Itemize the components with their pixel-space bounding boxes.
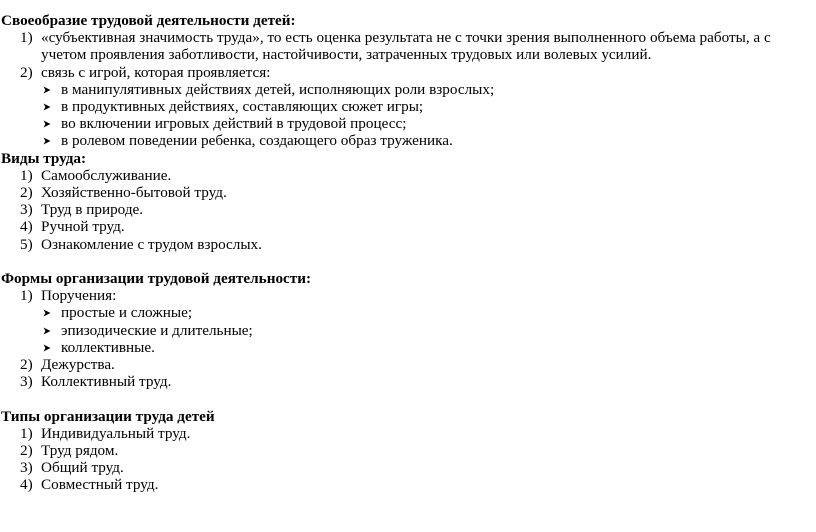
bullet-item xyxy=(0,98,816,115)
item-number: 2) xyxy=(20,63,33,81)
item-text: Хозяйственно-бытовой труд. xyxy=(41,184,227,202)
item-number: 2) xyxy=(20,356,33,374)
list-item xyxy=(0,201,816,218)
list-item xyxy=(0,218,816,235)
list-item xyxy=(0,29,816,63)
item-number: 1) xyxy=(20,166,33,184)
item-text: Коллективный труд. xyxy=(41,373,172,391)
item-number: 1) xyxy=(20,29,33,47)
arrowhead-bullet-icon xyxy=(43,86,51,94)
arrowhead-bullet-icon xyxy=(43,103,51,111)
bullet-item xyxy=(0,322,816,339)
bullet-item xyxy=(0,115,816,132)
item-number: 2) xyxy=(20,442,33,460)
list-item xyxy=(0,442,816,459)
bullet-item xyxy=(0,304,816,321)
list-item xyxy=(0,287,816,304)
list-item xyxy=(0,167,816,184)
list-item xyxy=(0,64,816,81)
item-text: Ручной труд. xyxy=(41,218,125,236)
section-gap xyxy=(0,390,816,407)
arrowhead-bullet-icon xyxy=(43,309,51,317)
item-number: 1) xyxy=(20,287,33,305)
arrowhead-bullet-icon xyxy=(43,120,51,128)
item-text: Совместный труд. xyxy=(41,476,159,494)
item-text: связь с игрой, которая проявляется: xyxy=(41,63,271,81)
item-text: Ознакомление с трудом взрослых. xyxy=(41,235,262,253)
item-text: Труд рядом. xyxy=(41,442,119,460)
item-number: 2) xyxy=(20,184,33,202)
bullet-text: простые и сложные; xyxy=(61,304,193,322)
arrowhead-bullet-icon xyxy=(43,327,51,335)
item-number: 3) xyxy=(20,459,33,477)
list-item xyxy=(0,236,816,253)
section-gap xyxy=(0,253,816,270)
item-text: «субъективная значимость труда», то есть оценка результата не с точки зрения выполненного объема работы, а с учетом проявления заботливости, настойчивости, затраченных трудовых или волевых усилий. xyxy=(41,29,771,64)
item-number: 5) xyxy=(20,235,33,253)
item-number: 4) xyxy=(20,476,33,494)
item-number: 1) xyxy=(20,424,33,442)
bullet-text: во включении игровых действий в трудовой процесс; xyxy=(61,115,407,133)
item-text: Поручения: xyxy=(41,287,117,305)
list-item xyxy=(0,476,816,493)
arrowhead-bullet-icon xyxy=(43,137,51,145)
item-text: Индивидуальный труд. xyxy=(41,424,191,442)
list-item xyxy=(0,425,816,442)
bullet-text: эпизодические и длительные; xyxy=(61,321,253,339)
section-heading: Формы организации трудовой деятельности: xyxy=(1,270,312,288)
section-heading: Типы организации труда детей xyxy=(1,407,215,425)
item-number: 3) xyxy=(20,201,33,219)
bullet-text: в ролевом поведении ребенка, создающего образ труженика. xyxy=(61,132,453,150)
arrowhead-bullet-icon xyxy=(43,344,51,352)
bullet-item xyxy=(0,132,816,149)
bullet-text: коллективные. xyxy=(61,338,155,356)
bullet-item xyxy=(0,339,816,356)
list-item xyxy=(0,356,816,373)
item-number: 3) xyxy=(20,373,33,391)
item-text: Самообслуживание. xyxy=(41,166,172,184)
bullet-item xyxy=(0,81,816,98)
item-text: Дежурства. xyxy=(41,356,115,374)
list-item xyxy=(0,184,816,201)
item-text: Труд в природе. xyxy=(41,201,144,219)
bullet-text: в продуктивных действиях, составляющих сюжет игры; xyxy=(61,98,424,116)
section-heading: Своеобразие трудовой деятельности детей: xyxy=(1,12,296,29)
list-item xyxy=(0,459,816,476)
document-page xyxy=(0,12,816,494)
item-number: 4) xyxy=(20,218,33,236)
item-text: Общий труд. xyxy=(41,459,124,477)
bullet-text: в манипулятивных действиях детей, исполняющих роли взрослых; xyxy=(61,80,495,98)
list-item xyxy=(0,373,816,390)
section-heading: Виды труда: xyxy=(1,149,87,167)
